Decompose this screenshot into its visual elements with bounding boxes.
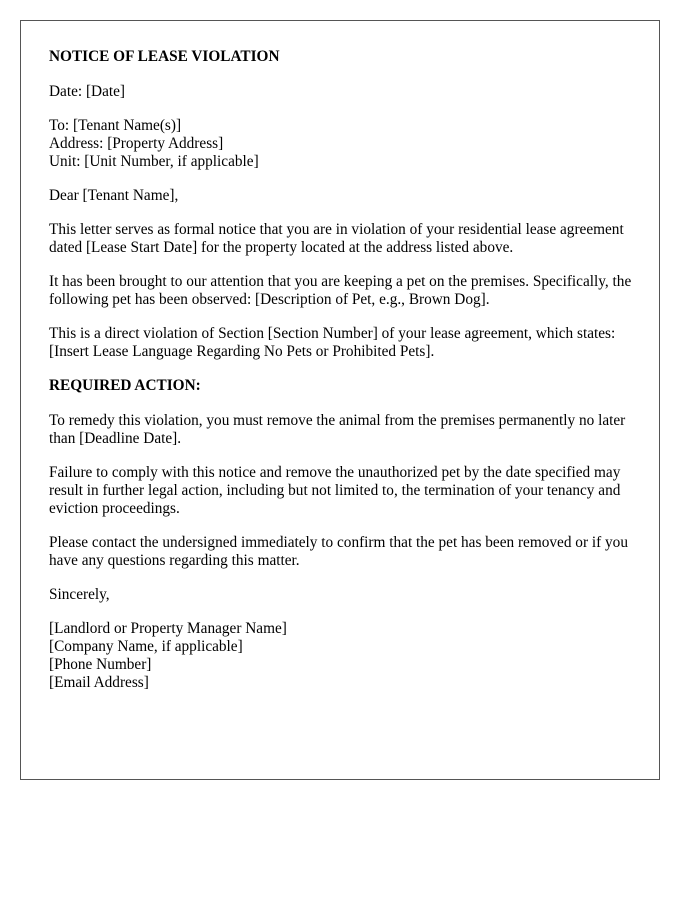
letter-page xyxy=(20,20,660,780)
paragraph-remedy: To remedy this violation, you must remove the animal from the premises permanently no later than [Deadline Date]. xyxy=(49,412,626,447)
signature-phone: [Phone Number] xyxy=(49,656,152,673)
paragraph-pet-observed: It has been brought to our attention that you are keeping a pet on the premises. Specifically, the following pet has been observed: [Description of Pet, e.g., Brown Dog]. xyxy=(49,273,632,308)
paragraph-notice: This letter serves as formal notice that you are in violation of your residential lease agreement dated [Lease Start Date] for the property located at the address listed above. xyxy=(49,221,624,256)
signature-name: [Landlord or Property Manager Name] xyxy=(49,620,287,637)
signature-company: [Company Name, if applicable] xyxy=(49,638,243,655)
recipient-to: To: [Tenant Name(s)] xyxy=(49,117,182,134)
closing: Sincerely, xyxy=(49,586,110,603)
signature-email: [Email Address] xyxy=(49,674,149,691)
letter-title: NOTICE OF LEASE VIOLATION xyxy=(49,48,280,65)
signature-block xyxy=(49,620,639,692)
paragraph-violation-section: This is a direct violation of Section [Section Number] of your lease agreement, which states: [Insert Lease Language Regarding No Pets or Prohibited Pets]. xyxy=(49,325,616,360)
letter-body xyxy=(49,48,639,708)
letter-date: Date: [Date] xyxy=(49,83,126,100)
paragraph-consequences: Failure to comply with this notice and remove the unauthorized pet by the date specified may result in further legal action, including but not limited to, the termination of your tenancy and eviction proceedings. xyxy=(49,464,621,517)
required-action-heading: REQUIRED ACTION: xyxy=(49,377,201,394)
recipient-block xyxy=(49,117,639,171)
recipient-address: Address: [Property Address] xyxy=(49,135,224,152)
recipient-unit: Unit: [Unit Number, if applicable] xyxy=(49,153,259,170)
paragraph-contact: Please contact the undersigned immediately to confirm that the pet has been removed or if you have any questions regarding this matter. xyxy=(49,534,628,569)
salutation: Dear [Tenant Name], xyxy=(49,187,179,204)
